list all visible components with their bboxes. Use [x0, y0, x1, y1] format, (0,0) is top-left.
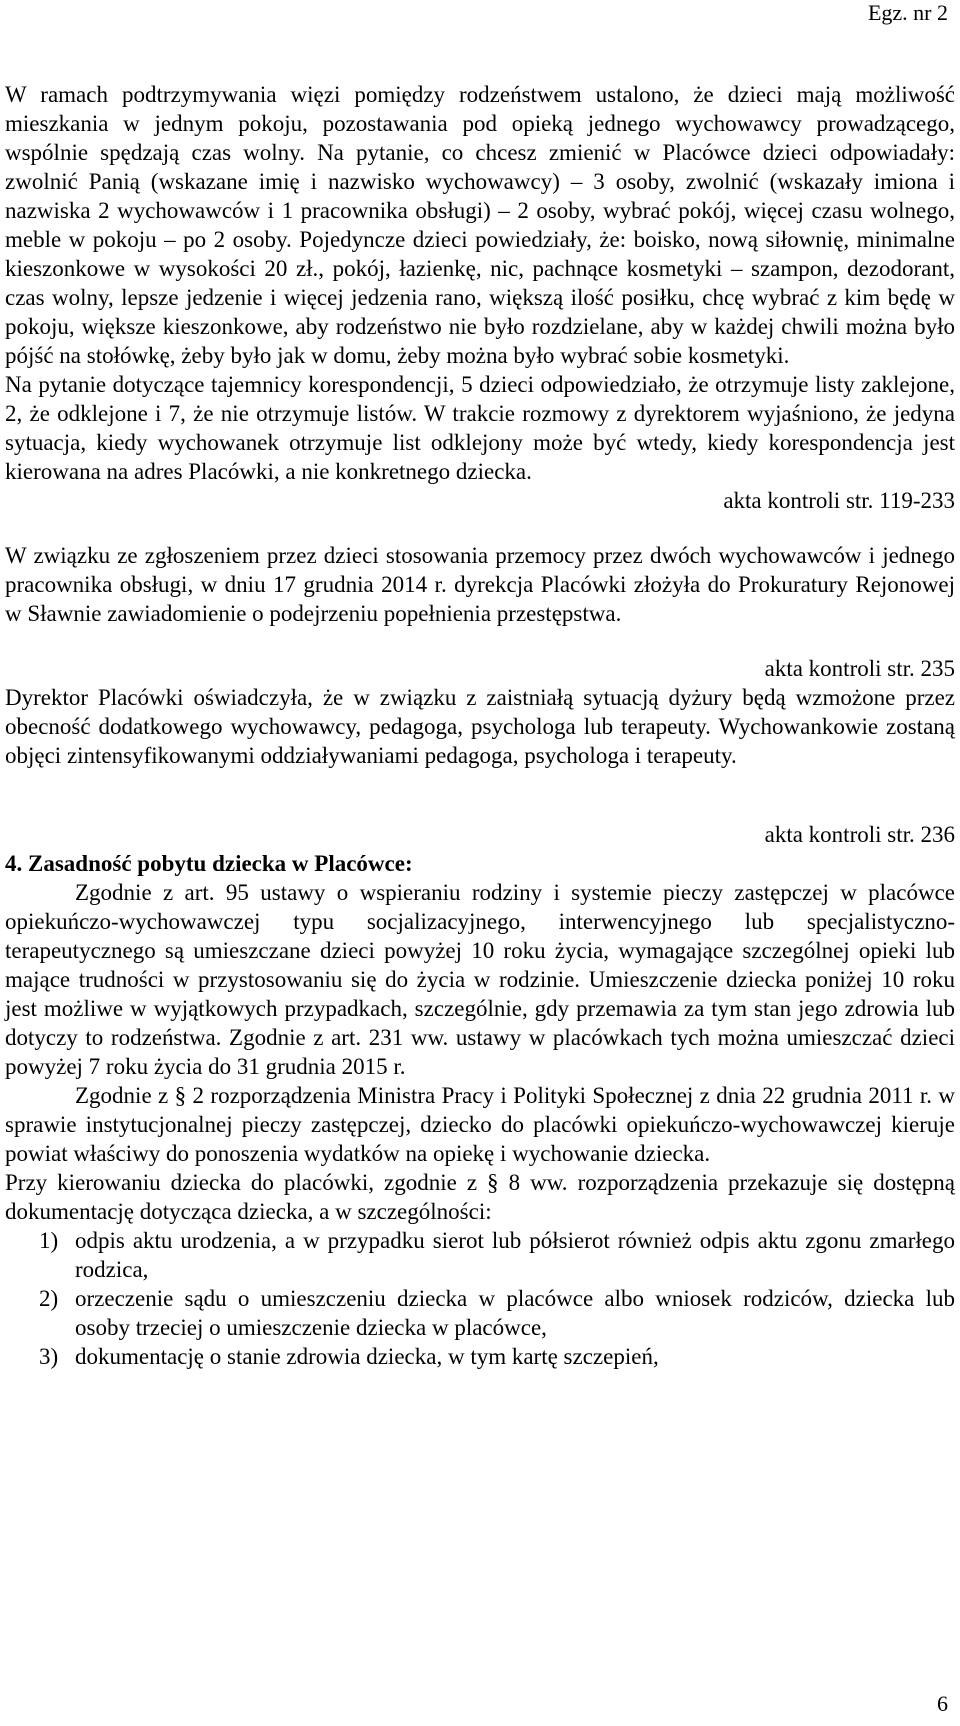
list-item-number: 2)	[39, 1286, 59, 1311]
list-item	[5, 1284, 955, 1342]
paragraph-documentation: Przy kierowaniu dziecka do placówki, zgodnie z § 8 ww. rozporządzenia przekazuje się dostępną dokumentację dotycząca dziecka, a w szczególności:	[5, 1170, 955, 1224]
reference-note: akta kontroli str. 235	[764, 656, 955, 681]
list-item-text: odpis aktu urodzenia, a w przypadku sierot lub półsierot również odpis aktu zgonu zmarłego rodzica,	[75, 1228, 955, 1282]
documents-list	[5, 1226, 955, 1371]
paragraph-regulation: Zgodnie z § 2 rozporządzenia Ministra Pracy i Polityki Społecznej z dnia 22 grudnia 2011 r. w sprawie instytucjonalnej pieczy zastępczej, dziecko do placówki opiekuńczo-wychowawczej kieruje powiat właściwy do ponoszenia wydatków na opiekę i wychowanie dziecka.	[5, 1083, 955, 1166]
paragraph-siblings: W ramach podtrzymywania więzi pomiędzy rodzeństwem ustalono, że dzieci mają możliwość mieszkania w jednym pokoju, pozostawania pod opieką jednego wychowawcy prowadzącego, wspólnie spędzają czas wolny. Na pytanie, co chcesz zmienić w Placówce dzieci odpowiadały: zwolnić Panią (wskazane imię i nazwisko wychowawcy) – 3 osoby, zwolnić (wskazały imiona i nazwiska 2 wychowawców i 1 pracownika obsługi) – 2 osoby, wybrać pokój, więcej czasu wolnego, meble w pokoju – po 2 osoby. Pojedyncze dzieci powiedziały, że: boisko, nową siłownię, minimalne kieszonkowe w wysokości 20 zł., pokój, łazienkę, nic, pachnące kosmetyki – szampon, dezodorant, czas wolny, lepsze jedzenie i więcej jedzenia rano, większą ilość posiłku, chcę wybrać z kim będę w pokoju, większe kieszonkowe, aby rodzeństwo nie było rozdzielane, aby w każdej chwili można było pójść na stołówkę, żeby było jak w domu, żeby można było wybrać sobie kosmetyki.	[5, 82, 955, 368]
list-item-text: dokumentację o stanie zdrowia dziecka, w tym kartę szczepień,	[75, 1344, 659, 1369]
paragraph-correspondence: Na pytanie dotyczące tajemnicy korespondencji, 5 dzieci odpowiedziało, że otrzymuje listy zaklejone, 2, że odklejone i 7, że nie otrzymuje listów. W trakcie rozmowy z dyrektorem wyjaśniono, że jedyna sytuacja, kiedy wychowanek otrzymuje list odklejony może być wtedy, kiedy korespondencja jest kierowana na adres Placówki, a nie konkretnego dziecka.	[5, 372, 955, 484]
paragraph-director-statement: Dyrektor Placówki oświadczyła, że w związku z zaistniałą sytuacją dyżury będą wzmożone przez obecność dodatkowego wychowawcy, pedagoga, psychologa lub terapeuty. Wychowankowie zostaną objęci zintensyfikowanymi oddziaływaniami pedagoga, psychologa i terapeuty.	[5, 685, 955, 768]
paragraph-violence-report: W związku ze zgłoszeniem przez dzieci stosowania przemocy przez dwóch wychowawców i jednego pracownika obsługi, w dniu 17 grudnia 2014 r. dyrekcja Placówki złożyła do Prokuratury Rejonowej w Sławnie zawiadomienie o podejrzeniu popełnienia przestępstwa.	[5, 543, 955, 626]
list-item-number: 3)	[39, 1344, 59, 1369]
reference-note: akta kontroli str. 119-233	[723, 488, 955, 513]
list-item	[5, 1226, 955, 1284]
document-body	[5, 80, 955, 1371]
list-item	[5, 1342, 955, 1371]
paragraph-art-95: Zgodnie z art. 95 ustawy o wspieraniu rodziny i systemie pieczy zastępczej w placówce opiekuńczo-wychowawczej typu socjalizacyjnego, interwencyjnego lub specjalistyczno-terapeutycznego są umieszczane dzieci powyżej 10 roku życia, wymagające szczególnej opieki lub mające trudności w przystosowaniu się do życia w rodzinie. Umieszczenie dziecka poniżej 10 roku jest możliwe w wyjątkowych przypadkach, szczególnie, gdy przemawia za tym stan jego zdrowia lub dotyczy to rodzeństwa. Zgodnie z art. 231 ww. ustawy w placówkach tych można umieszczać dzieci powyżej 7 roku życia do 31 grudnia 2015 r.	[5, 880, 955, 1079]
reference-note: akta kontroli str. 236	[764, 822, 955, 847]
copy-number: Egz. nr 2	[867, 0, 948, 25]
page-number: 6	[937, 1691, 948, 1716]
list-item-number: 1)	[39, 1228, 59, 1253]
section-heading: 4. Zasadność pobytu dziecka w Placówce:	[5, 851, 413, 876]
list-item-text: orzeczenie sądu o umieszczeniu dziecka w placówce albo wniosek rodziców, dziecka lub osoby trzeciej o umieszczenie dziecka w placówce,	[75, 1286, 955, 1340]
